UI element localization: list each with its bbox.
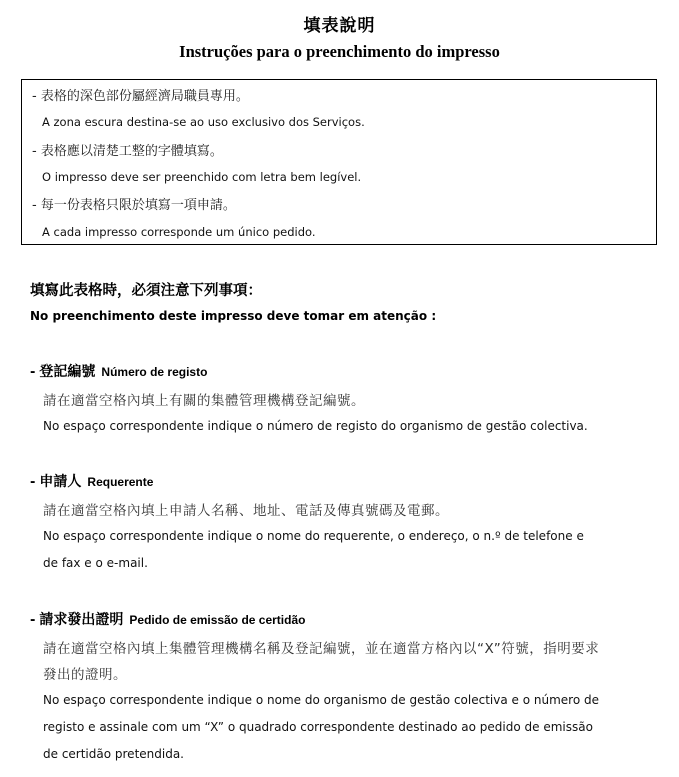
item-text-pt: No espaço correspondente indique o número de registo do organismo de gestão colectiva. — [43, 419, 588, 433]
page-title-pt: Instruções para o preenchimento do impresso — [179, 42, 500, 61]
notice-line-pt: O impresso deve ser preenchido com letra bem legível. — [42, 170, 362, 184]
attention-heading-pt: No preenchimento deste impresso deve tomar em atenção : — [30, 309, 437, 323]
item-heading-pt: Número de registo — [101, 365, 208, 379]
item-heading-applicant — [30, 471, 153, 491]
item-text-pt: de certidão pretendida. — [43, 747, 184, 761]
notice-box — [21, 79, 657, 245]
item-heading-certificate-request — [30, 609, 305, 629]
item-text-zh: 發出的證明。 — [43, 667, 127, 683]
notice-line-zh: - 每一份表格只限於填寫一項申請。 — [32, 198, 236, 213]
item-heading-pt: Requerente — [87, 475, 154, 489]
item-text-pt: de fax e o e-mail. — [43, 556, 148, 570]
notice-line-zh: - 表格應以清楚工整的字體填寫。 — [32, 144, 223, 159]
item-text-zh: 請在適當空格內填上有關的集體管理機構登記編號。 — [43, 393, 365, 409]
item-heading-zh: 申請人 — [39, 474, 82, 490]
page-title-zh: 填表說明 — [303, 16, 376, 36]
attention-heading-zh: 填寫此表格時，必須注意下列事項： — [30, 283, 262, 299]
item-dash: - — [30, 365, 36, 380]
item-text-pt: No espaço correspondente indique o nome do requerente, o endereço, o n.º de telefone e — [43, 529, 584, 543]
notice-line-pt: A zona escura destina-se ao uso exclusivo dos Serviços. — [42, 115, 365, 129]
notice-line-pt: A cada impresso corresponde um único pedido. — [42, 225, 316, 239]
item-dash: - — [30, 613, 36, 628]
item-heading-zh: 請求發出證明 — [39, 612, 124, 628]
item-text-zh: 請在適當空格內填上申請人名稱、地址、電話及傳真號碼及電郵。 — [43, 503, 449, 519]
item-heading-pt: Pedido de emissão de certidão — [129, 613, 306, 627]
item-text-pt: No espaço correspondente indique o nome do organismo de gestão colectiva e o número de — [43, 693, 599, 707]
item-text-pt: registo e assinale com um “X” o quadrado correspondente destinado ao pedido de emissão — [43, 720, 593, 734]
notice-line-zh: - 表格的深色部份屬經濟局職員專用。 — [32, 89, 249, 104]
item-text-zh: 請在適當空格內填上集體管理機構名稱及登記編號，並在適當方格內以“X”符號，指明要求 — [43, 641, 600, 657]
item-heading-zh: 登記編號 — [39, 364, 96, 380]
item-heading-registration-number — [30, 361, 207, 381]
item-dash: - — [30, 475, 36, 490]
